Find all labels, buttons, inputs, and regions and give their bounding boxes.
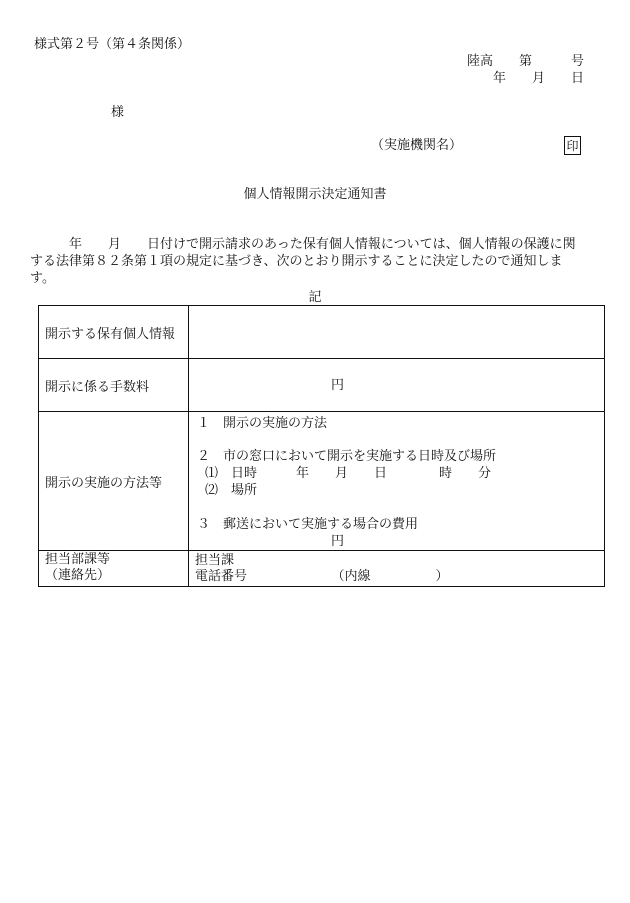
label-fee: 開示に係る手数料 — [39, 359, 189, 412]
table-row — [39, 551, 605, 587]
contact-label-1: 担当部課等 — [45, 552, 111, 567]
document-title: 個人情報開示決定通知書 — [243, 187, 387, 202]
value-fee — [189, 359, 605, 412]
form-number: 様式第２号（第４条関係） — [34, 37, 191, 52]
value-contact — [189, 551, 605, 587]
fee-yen: 円 — [331, 378, 345, 393]
value-method — [189, 412, 605, 551]
postage-yen: 円 — [331, 534, 345, 549]
label-method: 開示の実施の方法等 — [39, 412, 189, 551]
table-row — [39, 359, 605, 412]
document-date: 年 月 日 — [492, 71, 584, 86]
label-contact — [39, 551, 189, 587]
contact-section: 担当課 — [195, 553, 235, 568]
document-number: 陸高 第 号 — [466, 54, 584, 69]
issuer-label: （実施機関名） — [371, 138, 463, 153]
addressee-honorific: 様 — [111, 105, 125, 120]
value-personal-info — [189, 306, 605, 359]
label-personal-info: 開示する保有個人情報 — [39, 306, 189, 359]
method-item-3: ３ 郵送において実施する場合の費用 — [197, 517, 419, 532]
method-item-1: １ 開示の実施の方法 — [197, 416, 328, 431]
body-line-2: する法律第８２条第１項の規定に基づき、次のとおり開示することに決定したので通知しま — [30, 254, 563, 269]
ki-heading: 記 — [308, 290, 322, 305]
method-item-2-datetime: ⑴ 日時 年 月 日 時 分 — [205, 466, 492, 481]
body-line-3: す。 — [30, 271, 55, 286]
contact-label-2: （連絡先） — [45, 568, 111, 583]
table-row — [39, 306, 605, 359]
table-row — [39, 412, 605, 551]
method-item-2-place: ⑵ 場所 — [205, 483, 258, 498]
notice-body — [30, 236, 606, 287]
body-line-1: 年 月 日付けで開示請求のあった保有個人情報については、個人情報の保護に関 — [30, 237, 576, 252]
method-item-2: ２ 市の窓口において開示を実施する日時及び場所 — [197, 449, 497, 464]
contact-phone: 電話番号 （内線 ） — [195, 569, 449, 584]
seal-mark: 印 — [564, 136, 581, 155]
disclosure-table — [38, 305, 605, 587]
